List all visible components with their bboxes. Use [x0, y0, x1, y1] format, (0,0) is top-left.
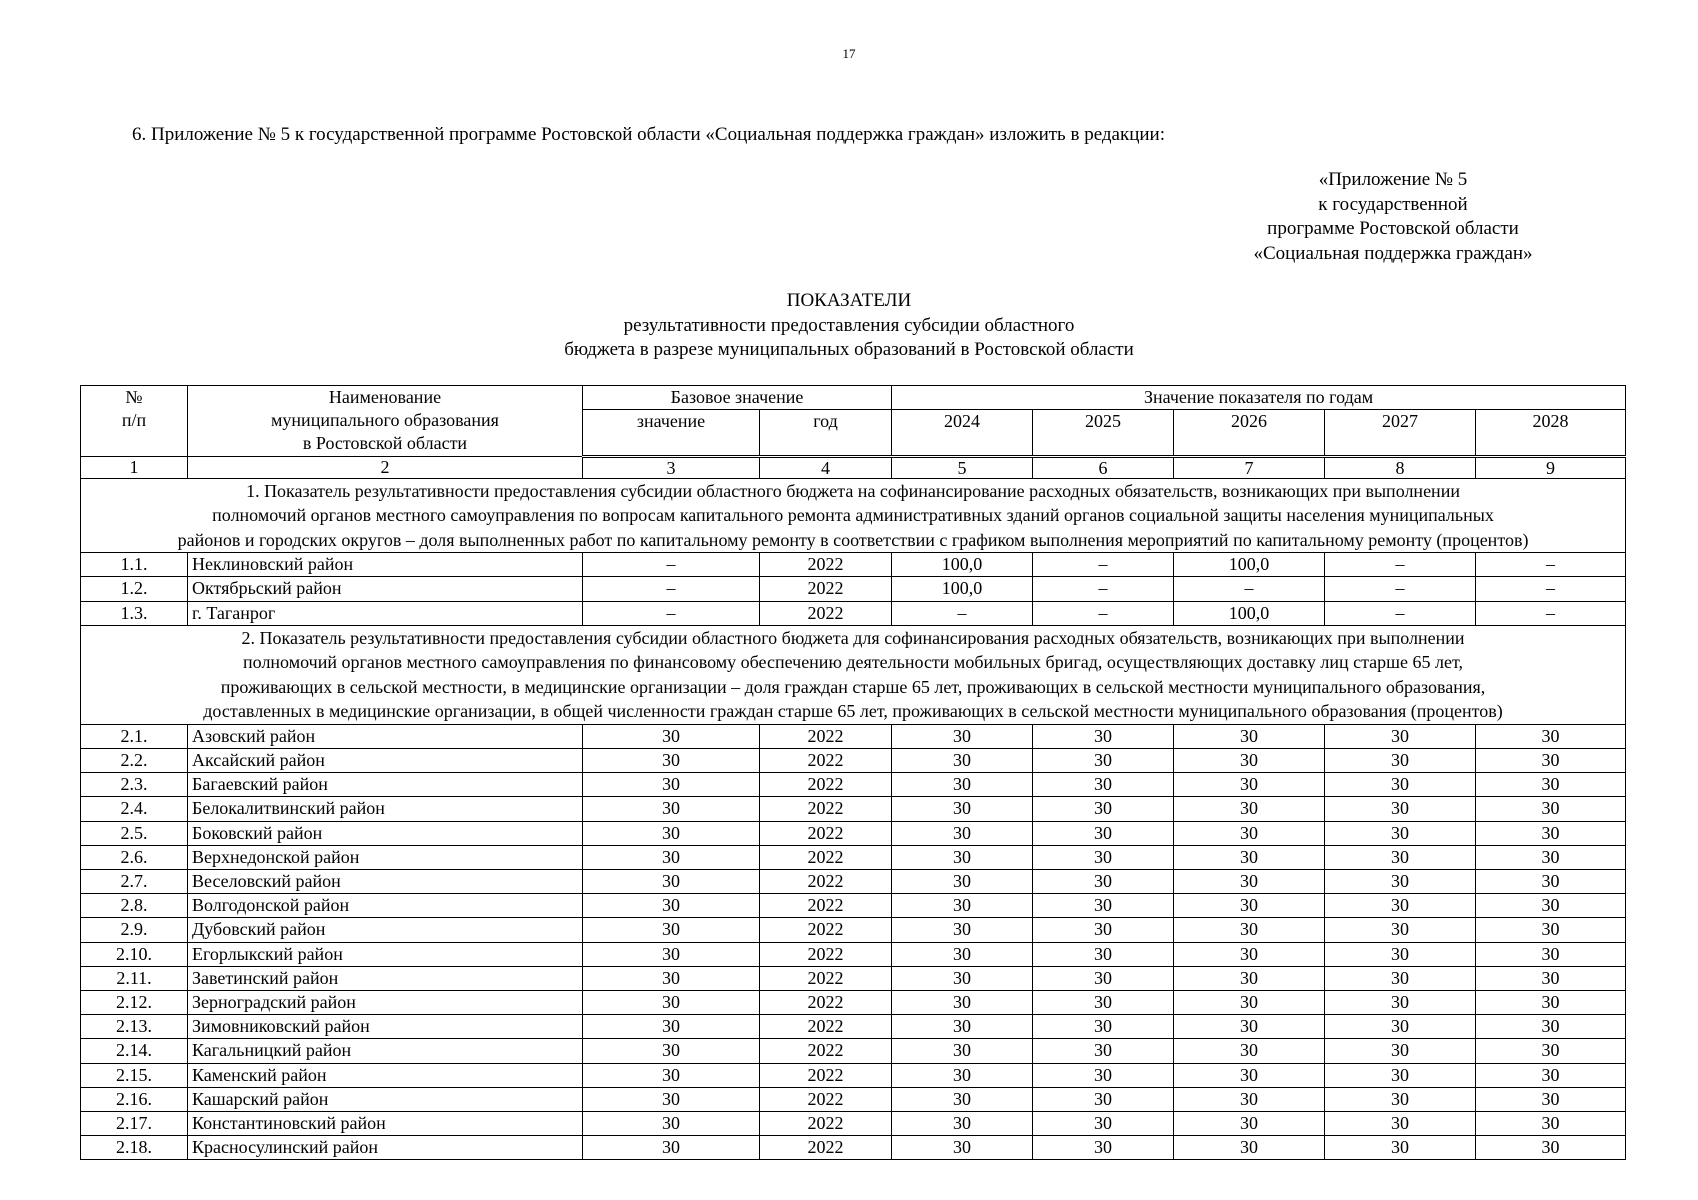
row-number: 2.18.: [81, 1136, 188, 1160]
value-2025: 30: [1033, 894, 1174, 918]
value-2028: 30: [1476, 1039, 1626, 1063]
value-2026: 100,0: [1174, 553, 1325, 577]
section-title-line: полномочий органов местного самоуправления по вопросам капитального ремонта административных зданий органов социальной защиты населения муниципальных: [212, 505, 1494, 526]
base-value: 30: [583, 797, 760, 821]
value-2025: 30: [1033, 918, 1174, 942]
municipality-name: Веселовский район: [188, 869, 583, 893]
column-number: 8: [1325, 456, 1476, 478]
heading-title: ПОКАЗАТЕЛИ: [786, 290, 912, 311]
value-2026: –: [1174, 577, 1325, 601]
value-2027: 30: [1325, 869, 1476, 893]
value-2026: 30: [1174, 1136, 1325, 1160]
value-2024: 100,0: [892, 577, 1033, 601]
value-2028: 30: [1476, 1015, 1626, 1039]
value-2026: 30: [1174, 1039, 1325, 1063]
base-value: 30: [583, 1111, 760, 1135]
base-year: 2022: [760, 773, 892, 797]
value-2026: 30: [1174, 1063, 1325, 1087]
value-2024: 30: [892, 1136, 1033, 1160]
header-year-2028: 2028: [1476, 410, 1626, 456]
column-number: 5: [892, 456, 1033, 478]
base-value: 30: [583, 990, 760, 1014]
value-2028: 30: [1476, 845, 1626, 869]
municipality-name: Красносулинский район: [188, 1136, 583, 1160]
header-num-line: №: [125, 387, 143, 407]
base-value: 30: [583, 773, 760, 797]
value-2028: –: [1476, 601, 1626, 625]
header-row: [81, 386, 1626, 410]
row-number: 2.16.: [81, 1087, 188, 1111]
base-year: 2022: [760, 869, 892, 893]
header-year-2027: 2027: [1325, 410, 1476, 456]
value-2027: 30: [1325, 797, 1476, 821]
base-value: 30: [583, 1087, 760, 1111]
row-number: 2.14.: [81, 1039, 188, 1063]
row-number: 2.4.: [81, 797, 188, 821]
base-year: 2022: [760, 990, 892, 1014]
table-header: [81, 386, 1626, 479]
row-number: 2.8.: [81, 894, 188, 918]
base-value: 30: [583, 748, 760, 772]
table-row: [81, 1111, 1626, 1135]
table-row: [81, 1063, 1626, 1087]
value-2026: 30: [1174, 797, 1325, 821]
base-year: 2022: [760, 966, 892, 990]
base-year: 2022: [760, 1087, 892, 1111]
value-2025: 30: [1033, 869, 1174, 893]
header-year-2025: 2025: [1033, 410, 1174, 456]
value-2028: 30: [1476, 821, 1626, 845]
value-2026: 30: [1174, 773, 1325, 797]
section-title: [81, 625, 1626, 724]
value-2028: 30: [1476, 869, 1626, 893]
header-year-2024: 2024: [892, 410, 1033, 456]
column-number: 4: [760, 456, 892, 478]
value-2027: 30: [1325, 942, 1476, 966]
value-2025: 30: [1033, 1039, 1174, 1063]
table-row: [81, 942, 1626, 966]
row-number: 1.3.: [81, 601, 188, 625]
value-2024: 30: [892, 797, 1033, 821]
value-2027: 30: [1325, 1111, 1476, 1135]
document-heading: [0, 289, 1698, 363]
value-2024: 30: [892, 966, 1033, 990]
value-2027: –: [1325, 553, 1476, 577]
base-year: 2022: [760, 797, 892, 821]
base-year: 2022: [760, 1136, 892, 1160]
value-2026: 30: [1174, 966, 1325, 990]
value-2024: 30: [892, 724, 1033, 748]
value-2027: 30: [1325, 894, 1476, 918]
value-2025: –: [1033, 601, 1174, 625]
value-2024: 30: [892, 869, 1033, 893]
value-2025: 30: [1033, 1111, 1174, 1135]
value-2024: 30: [892, 1039, 1033, 1063]
header-name-cell: [188, 386, 583, 457]
base-year: 2022: [760, 1015, 892, 1039]
value-2028: 30: [1476, 748, 1626, 772]
municipality-name: Дубовский район: [188, 918, 583, 942]
municipality-name: Зерноградский район: [188, 990, 583, 1014]
value-2026: 30: [1174, 869, 1325, 893]
value-2028: 30: [1476, 773, 1626, 797]
municipality-name: Азовский район: [188, 724, 583, 748]
municipality-name: Боковский район: [188, 821, 583, 845]
table-row: [81, 773, 1626, 797]
value-2024: 30: [892, 748, 1033, 772]
row-number: 2.5.: [81, 821, 188, 845]
header-num-line: п/п: [121, 410, 147, 431]
municipality-name: Багаевский район: [188, 773, 583, 797]
base-value: –: [583, 553, 760, 577]
section-title-line: доставленных в медицинские организации, в общей численности граждан старше 65 лет, проживающих в сельской местности муниципального образования (процентов): [203, 701, 1503, 722]
value-2027: 30: [1325, 1039, 1476, 1063]
value-2028: 30: [1476, 894, 1626, 918]
column-number: 6: [1033, 456, 1174, 478]
indicators-table: [80, 385, 1626, 1160]
heading-subtitle-line: результативности предоставления субсидии областного: [623, 314, 1075, 336]
value-2028: 30: [1476, 1136, 1626, 1160]
column-number: 2: [188, 456, 583, 478]
table-row: [81, 845, 1626, 869]
base-value: 30: [583, 1063, 760, 1087]
value-2028: 30: [1476, 1111, 1626, 1135]
value-2025: 30: [1033, 773, 1174, 797]
row-number: 2.15.: [81, 1063, 188, 1087]
value-2028: 30: [1476, 724, 1626, 748]
base-value: 30: [583, 1136, 760, 1160]
value-2027: 30: [1325, 1136, 1476, 1160]
table-row: [81, 748, 1626, 772]
value-2026: 30: [1174, 1087, 1325, 1111]
value-2028: 30: [1476, 918, 1626, 942]
base-value: 30: [583, 845, 760, 869]
base-year: 2022: [760, 1063, 892, 1087]
value-2024: 30: [892, 821, 1033, 845]
appendix-reference: [1228, 168, 1558, 266]
table-row: [81, 869, 1626, 893]
row-number: 2.3.: [81, 773, 188, 797]
value-2028: 30: [1476, 942, 1626, 966]
value-2024: 100,0: [892, 553, 1033, 577]
base-year: 2022: [760, 577, 892, 601]
header-num-cell: [81, 386, 188, 457]
municipality-name: Зимовниковский район: [188, 1015, 583, 1039]
value-2026: 30: [1174, 821, 1325, 845]
value-2027: 30: [1325, 748, 1476, 772]
value-2027: –: [1325, 577, 1476, 601]
base-year: 2022: [760, 748, 892, 772]
base-year: 2022: [760, 724, 892, 748]
value-2024: 30: [892, 1063, 1033, 1087]
header-base-value: значение: [583, 410, 760, 456]
column-number: 3: [583, 456, 760, 478]
municipality-name: Неклиновский район: [188, 553, 583, 577]
value-2026: 30: [1174, 845, 1325, 869]
value-2025: 30: [1033, 821, 1174, 845]
base-value: 30: [583, 894, 760, 918]
value-2024: 30: [892, 1111, 1033, 1135]
value-2027: 30: [1325, 845, 1476, 869]
value-2027: 30: [1325, 1087, 1476, 1111]
column-number: 9: [1476, 456, 1626, 478]
municipality-name: Октябрьский район: [188, 577, 583, 601]
base-value: 30: [583, 1039, 760, 1063]
municipality-name: Константиновский район: [188, 1111, 583, 1135]
value-2026: 30: [1174, 942, 1325, 966]
value-2028: 30: [1476, 1063, 1626, 1087]
value-2025: 30: [1033, 1063, 1174, 1087]
municipality-name: Аксайский район: [188, 748, 583, 772]
table-row: [81, 1039, 1626, 1063]
row-number: 2.6.: [81, 845, 188, 869]
value-2025: 30: [1033, 845, 1174, 869]
value-2024: 30: [892, 918, 1033, 942]
base-year: 2022: [760, 553, 892, 577]
base-value: 30: [583, 942, 760, 966]
value-2026: 100,0: [1174, 601, 1325, 625]
column-number-row: [81, 456, 1626, 478]
value-2025: 30: [1033, 797, 1174, 821]
value-2028: 30: [1476, 966, 1626, 990]
municipality-name: Кашарский район: [188, 1087, 583, 1111]
value-2025: 30: [1033, 990, 1174, 1014]
base-value: –: [583, 577, 760, 601]
row-number: 2.9.: [81, 918, 188, 942]
row-number: 1.2.: [81, 577, 188, 601]
municipality-name: г. Таганрог: [188, 601, 583, 625]
heading-subtitle-line: бюджета в разрезе муниципальных образований в Ростовской области: [564, 339, 1134, 360]
row-number: 2.17.: [81, 1111, 188, 1135]
value-2028: 30: [1476, 797, 1626, 821]
header-name-line: Наименование: [328, 387, 442, 407]
column-number: 1: [81, 456, 188, 478]
appendix-line: программе Ростовской области: [1267, 218, 1519, 239]
header-name-line: муниципального образования: [271, 410, 499, 431]
value-2024: 30: [892, 942, 1033, 966]
table-row: [81, 821, 1626, 845]
value-2024: 30: [892, 773, 1033, 797]
value-2027: 30: [1325, 966, 1476, 990]
value-2027: 30: [1325, 1015, 1476, 1039]
section-title-line: 2. Показатель результативности предоставления субсидии областного бюджета для софинансирования расходных обязательств, возникающих при выполнении: [241, 627, 1465, 648]
value-2026: 30: [1174, 1015, 1325, 1039]
value-2025: 30: [1033, 942, 1174, 966]
table-row: [81, 894, 1626, 918]
table-row: [81, 1015, 1626, 1039]
value-2026: 30: [1174, 894, 1325, 918]
header-base-year: год: [760, 410, 892, 456]
intro-paragraph: 6. Приложение № 5 к государственной программе Ростовской области «Социальная поддержка граждан» изложить в редакции:: [132, 124, 1165, 145]
table-row: [81, 1136, 1626, 1160]
row-number: 2.1.: [81, 724, 188, 748]
table-row: [81, 601, 1626, 625]
section-title-line: 1. Показатель результативности предоставления субсидии областного бюджета на софинансирование расходных обязательств, возникающих при выполнении: [246, 480, 1460, 501]
row-number: 2.10.: [81, 942, 188, 966]
column-number: 7: [1174, 456, 1325, 478]
value-2025: 30: [1033, 748, 1174, 772]
value-2025: 30: [1033, 1015, 1174, 1039]
municipality-name: Волгодонской район: [188, 894, 583, 918]
page-number: 17: [842, 46, 856, 61]
value-2028: –: [1476, 577, 1626, 601]
section-title: [81, 478, 1626, 553]
section-title-line: полномочий органов местного самоуправления по финансовому обеспечению деятельности мобильных бригад, осуществляющих доставку лиц старше 65 лет,: [243, 652, 1463, 673]
row-number: 2.7.: [81, 869, 188, 893]
value-2027: 30: [1325, 990, 1476, 1014]
value-2025: –: [1033, 553, 1174, 577]
table-row: [81, 966, 1626, 990]
value-2025: –: [1033, 577, 1174, 601]
base-year: 2022: [760, 942, 892, 966]
row-number: 2.11.: [81, 966, 188, 990]
header-year-2026: 2026: [1174, 410, 1325, 456]
value-2028: 30: [1476, 1087, 1626, 1111]
table-row: [81, 1087, 1626, 1111]
value-2026: 30: [1174, 918, 1325, 942]
value-2025: 30: [1033, 966, 1174, 990]
value-2028: 30: [1476, 990, 1626, 1014]
municipality-name: Заветинский район: [188, 966, 583, 990]
municipality-name: Кагальницкий район: [188, 1039, 583, 1063]
base-year: 2022: [760, 845, 892, 869]
municipality-name: Егорлыкский район: [188, 942, 583, 966]
appendix-line: «Приложение № 5: [1318, 169, 1468, 190]
value-2027: 30: [1325, 724, 1476, 748]
table-row: [81, 797, 1626, 821]
value-2024: 30: [892, 845, 1033, 869]
value-2026: 30: [1174, 724, 1325, 748]
row-number: 2.2.: [81, 748, 188, 772]
section-title-line: проживающих в сельской местности, в медицинские организации – доля граждан старше 65 лет, проживающих в сельской местности муниципального образования,: [220, 676, 1486, 697]
base-year: 2022: [760, 894, 892, 918]
base-year: 2022: [760, 1039, 892, 1063]
section-header-row: [81, 625, 1626, 724]
table-body: [81, 478, 1626, 1160]
header-years-group: Значение показателя по годам: [892, 386, 1626, 410]
value-2027: 30: [1325, 1063, 1476, 1087]
value-2026: 30: [1174, 1111, 1325, 1135]
section-header-row: [81, 478, 1626, 553]
appendix-line: к государственной: [1318, 193, 1468, 215]
base-value: 30: [583, 869, 760, 893]
header-base-group: Базовое значение: [583, 386, 892, 410]
value-2026: 30: [1174, 748, 1325, 772]
table-row: [81, 553, 1626, 577]
base-value: 30: [583, 1015, 760, 1039]
value-2024: 30: [892, 1087, 1033, 1111]
value-2024: 30: [892, 1015, 1033, 1039]
value-2027: 30: [1325, 773, 1476, 797]
value-2025: 30: [1033, 724, 1174, 748]
municipality-name: Верхнедонской район: [188, 845, 583, 869]
value-2024: 30: [892, 894, 1033, 918]
value-2028: –: [1476, 553, 1626, 577]
header-name-line: в Ростовской области: [302, 433, 468, 454]
municipality-name: Каменский район: [188, 1063, 583, 1087]
row-number: 2.13.: [81, 1015, 188, 1039]
table-row: [81, 577, 1626, 601]
row-number: 2.12.: [81, 990, 188, 1014]
value-2024: 30: [892, 990, 1033, 1014]
base-year: 2022: [760, 601, 892, 625]
table-row: [81, 990, 1626, 1014]
base-value: 30: [583, 966, 760, 990]
appendix-line: «Социальная поддержка граждан»: [1253, 242, 1533, 264]
table-row: [81, 724, 1626, 748]
value-2027: 30: [1325, 918, 1476, 942]
base-value: 30: [583, 724, 760, 748]
row-number: 1.1.: [81, 553, 188, 577]
base-value: 30: [583, 918, 760, 942]
value-2025: 30: [1033, 1087, 1174, 1111]
value-2025: 30: [1033, 1136, 1174, 1160]
base-year: 2022: [760, 1111, 892, 1135]
table-row: [81, 918, 1626, 942]
base-year: 2022: [760, 918, 892, 942]
municipality-name: Белокалитвинский район: [188, 797, 583, 821]
base-year: 2022: [760, 821, 892, 845]
value-2024: –: [892, 601, 1033, 625]
base-value: –: [583, 601, 760, 625]
value-2027: –: [1325, 601, 1476, 625]
section-title-line: районов и городских округов – доля выполненных работ по капитальному ремонту в соответствии с графиком выполнения мероприятий по капитальному ремонту (процентов): [177, 529, 1529, 550]
base-value: 30: [583, 821, 760, 845]
value-2026: 30: [1174, 990, 1325, 1014]
value-2027: 30: [1325, 821, 1476, 845]
